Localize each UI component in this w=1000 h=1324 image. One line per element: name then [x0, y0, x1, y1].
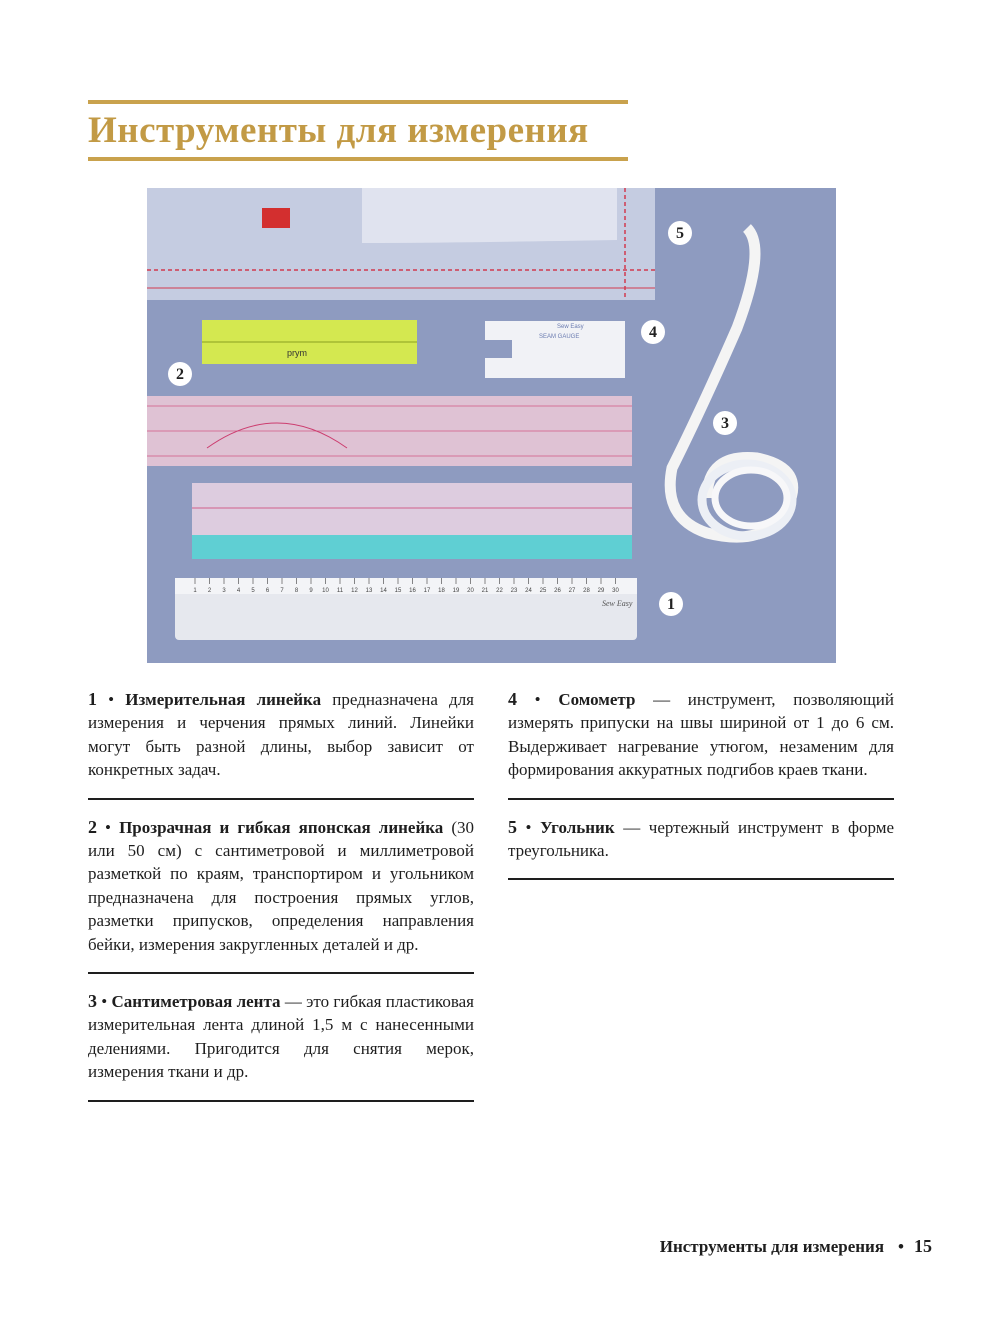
ruler-tick-label: 17	[423, 588, 431, 594]
item-2: 2 • Прозрачная и гибкая японская линейка (30 или 50 см) с сантиметровой и миллиметровой разметкой по краям, транспортиром и угольником предназначена для построения прямых углов, разметки припусков, определения направления бейки, измерения закругленных деталей и др.	[88, 812, 474, 974]
item-4-text: — инструмент, позволяющий измерять припуски на швы шириной от 1 до 6 см. Выдерживает нагревание утюгом, незаменим для формирования аккуратных подгибов краев ткани.	[508, 690, 894, 780]
page-number: 15	[914, 1236, 932, 1256]
ruler-tick-label: 9	[309, 588, 313, 594]
item-3-number: 3	[88, 991, 97, 1012]
ruler-tick-label: 2	[207, 588, 212, 594]
item-3: 3 • Сантиметровая лента — это гибкая пластиковая измерительная лента длиной 1,5 м с нанесенными делениями. Пригодится для снятия мерок, измерения ткани и др.	[88, 986, 474, 1102]
callout-2: 2	[176, 366, 184, 383]
ruler-tick-label: 8	[294, 588, 299, 594]
ruler-tick-label: 30	[612, 588, 619, 594]
item-1-text: предназначена для измерения и черчения прямых линий. Линейки могут быть разной длины, выбор зависит от конкретных задач.	[88, 690, 474, 780]
ruler-tick-label: 13	[365, 588, 373, 594]
item-1-name: Измерительная линейка	[125, 690, 322, 709]
ruler-tick-label: 19	[452, 588, 460, 594]
item-4: 4 • Сомометр — инструмент, позволяющий измерять припуски на швы шириной от 1 до 6 см. Выдерживает нагревание утюгом, незаменим для формирования аккуратных подгибов краев ткани.	[508, 684, 894, 800]
left-column	[88, 684, 474, 1114]
ruler-tick-label: 22	[496, 588, 503, 594]
item-2-text: (30 или 50 см) с сантиметровой и миллиметровой разметкой по краям, транспортиром и угольником предназначена для построения прямых углов, разметки припусков, определения направления бейки, измерения закругленных деталей и др.	[88, 817, 475, 954]
item-2-number: 2	[88, 816, 97, 837]
item-1: 1 • Измерительная линейка предназначена для измерения и черчения прямых линий. Линейки могут быть разной длины, выбор зависит от конкретных задач.	[88, 684, 474, 800]
yellow-ruler	[202, 320, 417, 364]
ruler-tick-label: 11	[336, 588, 344, 594]
footer-section-title: Инструменты для измерения	[659, 1237, 885, 1256]
yellow-ruler-brand: prym	[287, 348, 307, 358]
title-rule-bottom	[88, 157, 628, 161]
ruler-tick-label: 18	[438, 588, 445, 594]
ruler-tick-label: 10	[322, 588, 329, 594]
item-1-number: 1	[88, 689, 97, 709]
seam-gauge-label: SEAM GAUGE	[539, 334, 580, 340]
callout-5: 5	[676, 225, 684, 242]
aluminium-ruler-brand: Sew Easy	[602, 599, 633, 608]
ruler-tick-label: 25	[539, 588, 547, 594]
ruler-tick-label: 3	[222, 588, 226, 594]
item-5-number: 5	[508, 816, 517, 837]
ruler-tick-label: 21	[481, 588, 489, 594]
measuring-tools-photo	[147, 188, 836, 663]
ruler-tick-label: 27	[568, 588, 576, 594]
japanese-ruler-turquoise	[192, 483, 632, 559]
ruler-tick-label: 16	[409, 588, 416, 594]
ruler-tick-label: 15	[394, 588, 402, 594]
footer-bullet: •	[898, 1237, 904, 1256]
item-3-text: — это гибкая пластиковая измерительная лента длиной 1,5 м с нанесенными делениями. Пригодится для снятия мерок, измерения ткани и др.	[88, 992, 475, 1082]
item-3-name: Сантиметровая лента	[111, 992, 281, 1012]
callout-1: 1	[667, 596, 675, 613]
page-title: Инструменты для измерения	[88, 110, 589, 151]
ruler-tick-label: 24	[525, 588, 532, 594]
item-5-text: — чертежный инструмент в форме треугольника.	[508, 817, 895, 861]
ruler-tick-label: 29	[597, 588, 605, 594]
ruler-tick-label: 23	[510, 588, 518, 594]
item-5: 5 • Угольник — чертежный инструмент в форме треугольника.	[508, 812, 894, 881]
page-footer	[660, 1233, 932, 1259]
japanese-ruler-pink	[147, 396, 632, 466]
ruler-tick-label: 26	[554, 588, 561, 594]
ruler-tick-label: 5	[251, 588, 255, 594]
ruler-tick-label: 4	[236, 588, 241, 594]
item-5-name: Угольник	[540, 817, 615, 837]
ruler-tick-label: 7	[280, 588, 284, 594]
item-4-number: 4	[508, 689, 517, 709]
seam-gauge-brand: Sew Easy	[557, 324, 584, 330]
ruler-tick-label: 14	[380, 588, 387, 594]
ruler-tick-label: 20	[467, 588, 474, 594]
right-column	[508, 684, 894, 892]
ruler-tick-label: 6	[265, 588, 270, 594]
callout-3: 3	[721, 415, 729, 432]
item-2-name: Прозрачная и гибкая японская линейка	[119, 817, 444, 837]
callout-4: 4	[649, 324, 657, 341]
ruler-tick-label: 12	[351, 588, 358, 594]
item-4-name: Сомометр	[558, 690, 636, 709]
square-ruler	[147, 188, 655, 300]
ruler-tick-label: 1	[193, 588, 197, 594]
ruler-tick-label: 28	[583, 588, 590, 594]
